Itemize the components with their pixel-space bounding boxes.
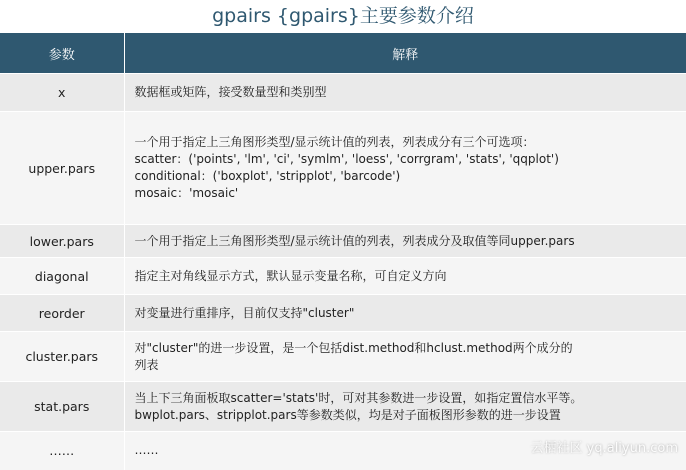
table-row — [0, 382, 686, 432]
desc-line: 数据框或矩阵，接受数量型和类别型 — [134, 85, 327, 99]
param-cell: diagonal — [0, 258, 124, 295]
desc-cell — [124, 382, 686, 432]
table-row — [0, 258, 686, 295]
desc-line: 列表 — [134, 357, 159, 372]
table-row — [0, 295, 686, 332]
desc-line: 对"cluster"的进一步设置，是一个包括dist.method和hclust.method两个成分的 — [134, 340, 573, 355]
table-row — [0, 332, 686, 382]
desc-line: mosaic：'mosaic' — [134, 186, 239, 200]
param-cell: …… — [0, 432, 124, 470]
watermark: 云栖社区 yq.aliyun.com — [530, 441, 678, 456]
desc-line: scatter：('points', 'lm', 'ci', 'symlm', 'loess', 'corrgram', 'stats', 'qqplot') — [134, 152, 559, 166]
table-row — [0, 225, 686, 258]
column-header-param: 参数 — [0, 33, 124, 74]
desc-line: 对变量进行重排序，目前仅支持"cluster" — [134, 305, 355, 320]
desc-cell — [124, 112, 686, 225]
desc-line: …… — [134, 443, 159, 458]
parameter-table — [0, 33, 686, 470]
desc-line: 指定主对角线显示方式，默认显示变量名称，可自定义方向 — [134, 268, 447, 283]
desc-cell — [124, 332, 686, 382]
param-cell: cluster.pars — [0, 332, 124, 382]
desc-line: 一个用于指定上三角图形类型/显示统计值的列表，列表成分及取值等同upper.pars — [134, 233, 575, 248]
page-title: gpairs {gpairs}主要参数介绍 — [212, 5, 474, 27]
desc-line: conditional：('boxplot', 'stripplot', 'barcode') — [134, 169, 401, 183]
param-cell: upper.pars — [0, 112, 124, 225]
param-cell: stat.pars — [0, 382, 124, 432]
desc-line: 一个用于指定上三角图形类型/显示统计值的列表，列表成分有三个可选项： — [134, 135, 535, 149]
param-cell: lower.pars — [0, 225, 124, 258]
desc-cell — [124, 295, 686, 332]
column-header-desc: 解释 — [124, 33, 686, 74]
table-header-row — [0, 33, 686, 74]
desc-line: 当上下三角面板取scatter='stats'时，可对其参数进一步设置，如指定置信水平等。 — [134, 390, 583, 405]
table-row — [0, 112, 686, 225]
desc-cell — [124, 225, 686, 258]
table-row — [0, 74, 686, 112]
param-cell: reorder — [0, 295, 124, 332]
param-cell: x — [0, 74, 124, 112]
desc-cell — [124, 74, 686, 112]
desc-cell — [124, 258, 686, 295]
desc-line: bwplot.pars、stripplot.pars等参数类似，均是对子面板图形参数的进一步设置 — [134, 407, 561, 422]
